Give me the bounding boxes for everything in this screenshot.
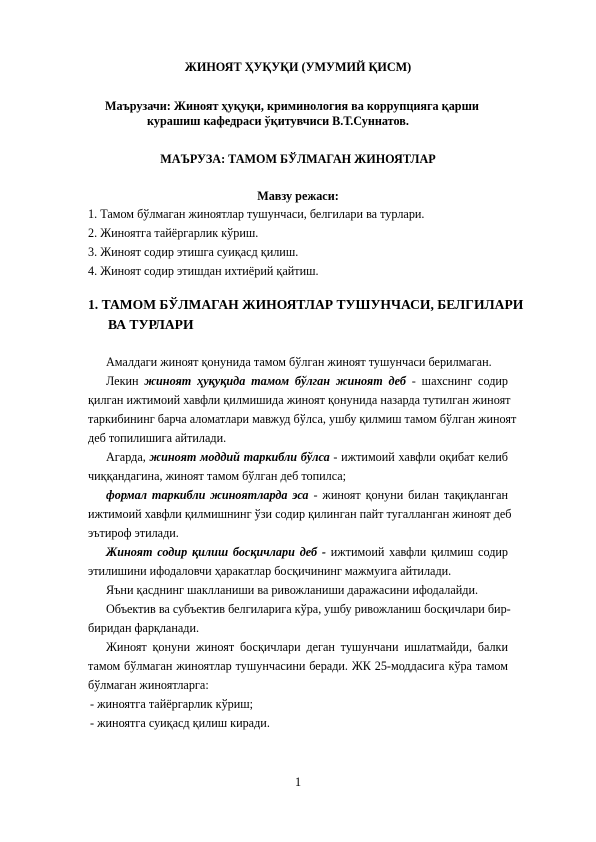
plan-item: 2. Жиноятга тайёргарлик кўриш. <box>88 226 259 240</box>
term-formal-crime: формал таркибли жиноятларда эса <box>106 488 309 502</box>
page-number: 1 <box>294 775 302 789</box>
paragraph-5-line-2: этилишини ифодаловчи ҳаракатлар босқичининг мажмуига айтилади. <box>88 564 452 578</box>
paragraph-3-line-1: Агарда, жиноят моддий таркибли бўлса - ижтимоий хавфли оқибат келиб <box>106 450 508 464</box>
paragraph-5-line-1: Жиноят содир қилиш босқичлари деб - ижтимоий хавфли қилмиш содир <box>106 545 509 559</box>
paragraph-3-line-2: чиққандагина, жиноят тамом бўлган деб топилса; <box>88 469 347 483</box>
lecturer-line-1: Маърузачи: Жиноят ҳуқуқи, криминология ва коррупцияга қарши <box>105 99 479 113</box>
paragraph-2-line-1: Лекин жиноят ҳуқуқида тамом бўлган жиноят деб - шахснинг содир <box>106 374 509 388</box>
paragraph-8-line-1: Жиноят қонуни жиноят босқичлари деган тушунчани ишлатмайди, балки <box>106 640 508 654</box>
lecturer-line-2: курашиш кафедраси ўқитувчиси В.Т.Суннатов. <box>147 114 409 128</box>
plan-item: 1. Тамом бўлмаган жиноятлар тушунчаси, белгилари ва турлари. <box>88 207 425 221</box>
paragraph-8-line-2: тамом бўлмаган жиноятлар тушунчасини беради. ЖК 25-моддасига кўра тамом <box>88 659 508 673</box>
paragraph-7-line-1: Объектив ва субъектив белгиларига кўра, ушбу ривожланиш босқичлари бир- <box>106 602 511 616</box>
paragraph-6: Яъни қасднинг шаклланиши ва ривожланиши даражасини ифодалайди. <box>106 583 479 597</box>
term-crime-stages: Жиноят содир қилиш босқичлари деб - <box>106 545 326 559</box>
list-item: - жиноятга суиқасд қилиш киради. <box>90 716 270 730</box>
term-material-crime: жиноят моддий таркибли бўлса <box>149 450 330 464</box>
document-title: ЖИНОЯТ ҲУҚУҚИ (УМУМИЙ ҚИСМ) <box>184 60 412 74</box>
paragraph-2-line-4: деб топилишига айтилади. <box>88 431 227 445</box>
plan-item: 3. Жиноят содир этишга суиқасд қилиш. <box>88 245 299 259</box>
paragraph-2-line-2: қилган ижтимоий хавфли қилмишида жиноят қонунида назарда тутилган жиноят <box>88 393 511 407</box>
list-item: - жиноятга тайёргарлик кўриш; <box>90 697 254 711</box>
section-heading-line-1: 1. ТАМОМ БЎЛМАГАН ЖИНОЯТЛАР ТУШУНЧАСИ, БЕЛГИЛАРИ <box>88 297 524 312</box>
lecture-title: МАЪРУЗА: ТАМОМ БЎЛМАГАН ЖИНОЯТЛАР <box>160 152 436 166</box>
paragraph-2-line-3: таркибининг барча аломатлари мавжуд бўлса, ушбу қилмиш тамом бўлган жиноят <box>88 412 517 426</box>
plan-item: 4. Жиноят содир этишдан ихтиёрий қайтиш. <box>88 264 319 278</box>
term-complete-crime: жиноят ҳуқуқида тамом бўлган жиноят деб <box>144 374 406 388</box>
section-heading-line-2: ВА ТУРЛАРИ <box>108 317 194 332</box>
plan-heading: Мавзу режаси: <box>257 189 339 203</box>
paragraph-4-line-1: формал таркибли жиноятларда эса - жиноят қонуни билан тақиқланган <box>106 488 509 502</box>
paragraph-8-line-3: бўлмаган жиноятларга: <box>88 678 209 692</box>
paragraph-7-line-2: биридан фарқланади. <box>88 621 200 635</box>
paragraph-4-line-3: эътироф этилади. <box>88 526 179 540</box>
paragraph-1: Амалдаги жиноят қонунида тамом бўлган жиноят тушунчаси берилмаган. <box>106 355 492 369</box>
paragraph-4-line-2: ижтимоий хавфли қилмишнинг ўзи содир қилинган пайт тугалланган жиноят деб <box>88 507 512 521</box>
